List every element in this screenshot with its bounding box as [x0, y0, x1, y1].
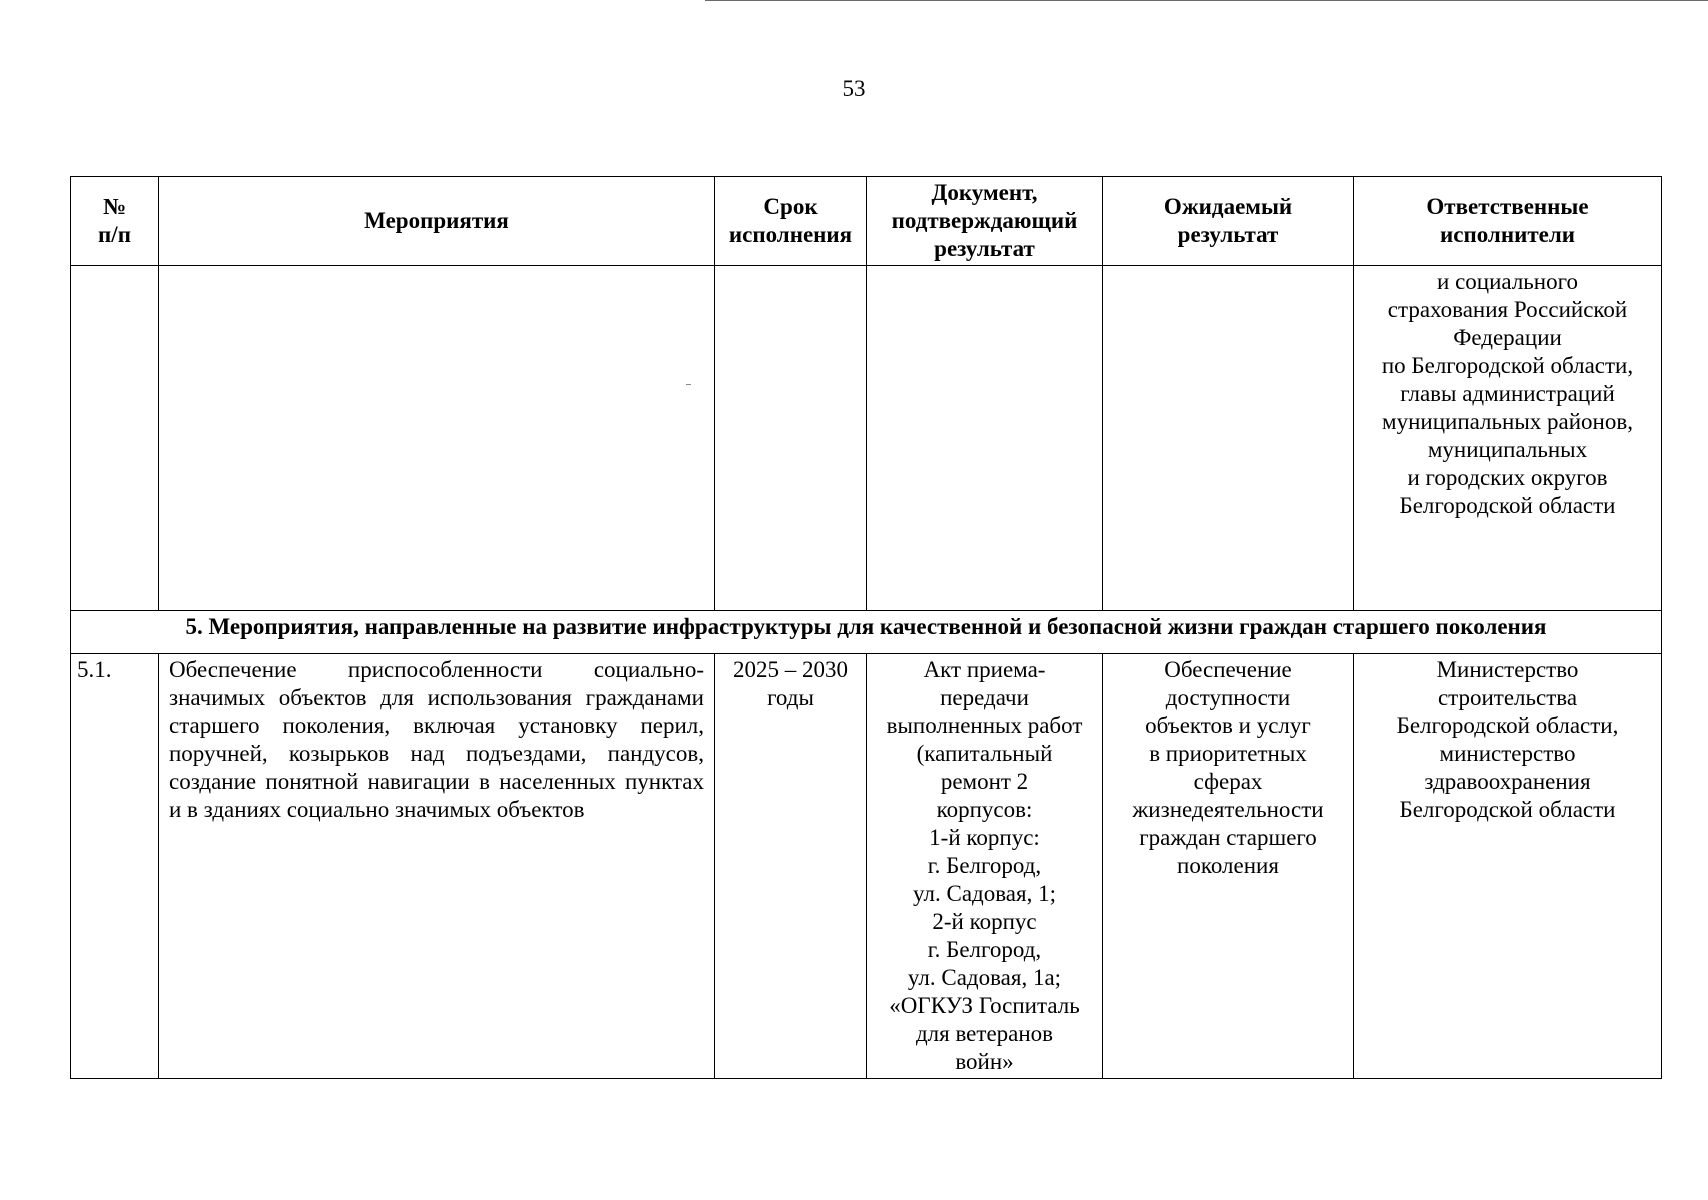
cell-responsible: и социального страхования Российской Федерации по Белгородской области, главы администраций муниципальных районов, муниципальных и городских округов Белгородской области — [1354, 266, 1662, 611]
cell-document: Акт приема- передачи выполненных работ (капитальный ремонт 2 корпусов: 1-й корпус: г. Белгород, ул. Садовая, 1; 2-й корпус г. Белгород, ул. Садовая, 1а; «ОГКУЗ Госпиталь для ветеранов войн» — [867, 654, 1103, 1079]
header-document: Документ, подтверждающий результат — [867, 177, 1103, 266]
cell-event — [159, 266, 715, 611]
continuation-row — [71, 266, 1662, 611]
cell-result — [1103, 266, 1354, 611]
section-title: 5. Мероприятия, направленные на развитие инфраструктуры для качественной и безопасной жизни граждан старшего поколения — [71, 611, 1662, 654]
cell-responsible: Министерство строительства Белгородской области, министерство здравоохранения Белгородской области — [1354, 654, 1662, 1079]
page-number: 53 — [842, 76, 866, 101]
cell-event: Обеспечение приспособленности социально-значимых объектов для использования гражданами старшего поколения, включая установку перил, поручней, козырьков над подъездами, пандусов, создание понятной навигации в населенных пунктах и в зданиях социально значимых объектов — [159, 654, 715, 1079]
section-row — [71, 611, 1662, 654]
header-row — [71, 177, 1662, 266]
header-no: № п/п — [71, 177, 159, 266]
top-rule — [705, 0, 1708, 1]
header-result: Ожидаемый результат — [1103, 177, 1354, 266]
header-responsible: Ответственные исполнители — [1354, 177, 1662, 266]
header-event: Мероприятия — [159, 177, 715, 266]
cell-term — [715, 266, 867, 611]
cell-term: 2025 – 2030 годы — [715, 654, 867, 1079]
header-term: Срок исполнения — [715, 177, 867, 266]
cell-result: Обеспечение доступности объектов и услуг в приоритетных сферах жизнедеятельности граждан старшего поколения — [1103, 654, 1354, 1079]
cell-document — [867, 266, 1103, 611]
cell-no: 5.1. — [71, 654, 159, 1079]
cell-no — [71, 266, 159, 611]
table-row — [71, 654, 1662, 1079]
plan-table — [70, 176, 1662, 1079]
